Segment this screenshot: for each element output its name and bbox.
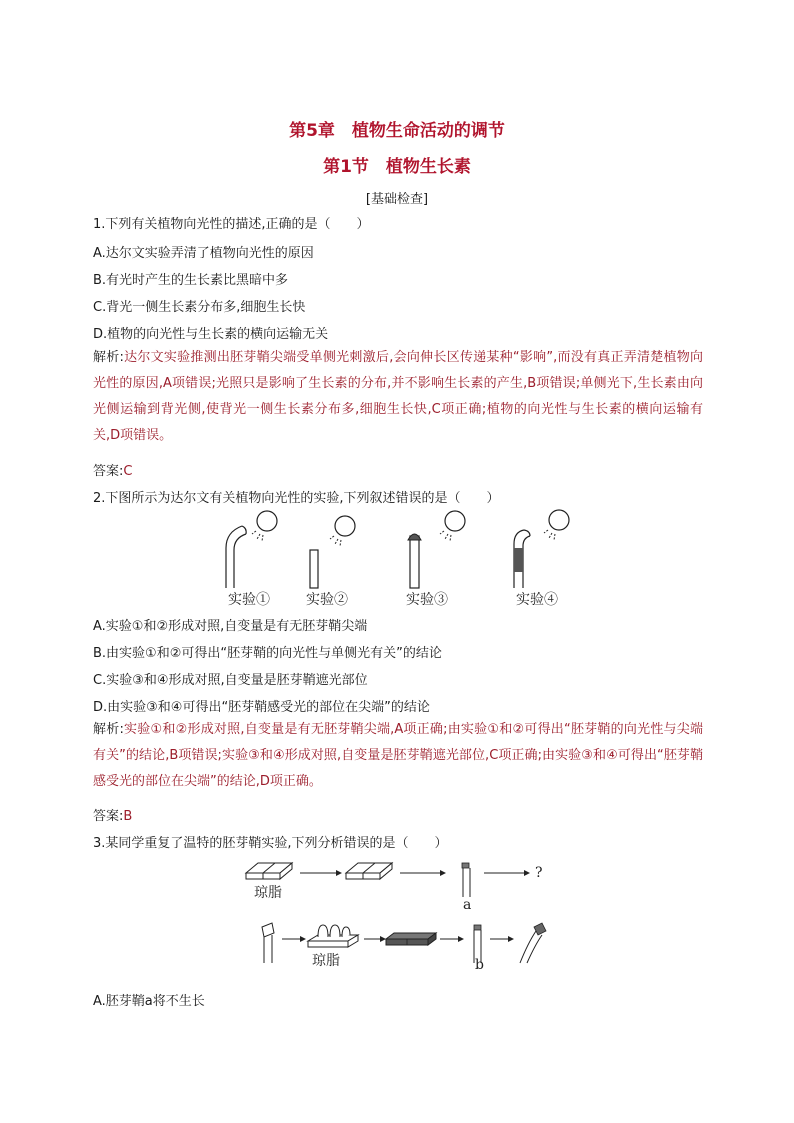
q3-treated-agar — [386, 933, 436, 945]
q3-agar-label-2: 琼脂 — [312, 953, 340, 969]
q2-option-a: A.实验①和②形成对照,自变量是有无胚芽鞘尖端 — [93, 619, 368, 634]
q3-agar-block-2 — [346, 863, 392, 879]
q2-option-d: D.由实验③和④可得出“胚芽鞘感受光的部位在尖端”的结论 — [93, 700, 430, 715]
q1-stem: 1.下列有关植物向光性的描述,正确的是（ ） — [93, 217, 370, 232]
q2-analysis — [93, 717, 703, 795]
q2-exp4-diagram — [514, 510, 569, 588]
q1-answer-label: 答案: — [93, 464, 124, 479]
q1-option-a: A.达尔文实验弄清了植物向光性的原因 — [93, 246, 314, 261]
q3-label-b: b — [475, 957, 484, 973]
q2-figure-label-1: 实验① — [228, 592, 270, 608]
q2-exp2-light-icon — [335, 516, 355, 536]
q3-coleoptile-tip — [262, 923, 274, 963]
q3-tips-on-agar — [308, 925, 358, 947]
q2-stem: 2.下图所示为达尔文有关植物向光性的实验,下列叙述错误的是（ ） — [93, 491, 500, 506]
q3-label-a: a — [463, 897, 472, 913]
q1-analysis-label: 解析: — [93, 350, 124, 365]
q2-answer — [93, 805, 132, 824]
q1-analysis-text: 达尔文实验推测出胚芽鞘尖端受单侧光刺激后,会向伸长区传递某种“影响”,而没有真正弄清楚植物向光性的原因,A项错误;光照只是影响了生长素的分布,并不影响生长素的产生,B项错误;单侧光下,生长素由向光侧运输到背光侧,使背光一侧生长素分布多,细胞生长快,C项正确;植物的向光性与生长素的横向运输有关,D项错误。 — [93, 350, 703, 443]
q3-stem: 3.某同学重复了温特的胚芽鞘实验,下列分析错误的是（ ） — [93, 836, 448, 851]
q2-exp1-diagram — [226, 511, 277, 588]
q3-question-mark: ? — [535, 865, 543, 881]
q2-answer-label: 答案: — [93, 809, 124, 824]
q2-exp1-light-icon — [257, 511, 277, 531]
q2-figure-label-4: 实验④ — [516, 592, 558, 608]
q3-coleoptile-a — [462, 863, 470, 897]
q1-answer — [93, 460, 132, 479]
q2-exp3-light-icon — [445, 511, 465, 531]
q3-went-figure — [240, 855, 560, 975]
q2-exp4-light-icon — [549, 510, 569, 530]
section-title: 第1节 植物生长素 — [323, 157, 471, 177]
subsection-label: [基础检查] — [365, 192, 429, 207]
q3-agar-block-1 — [246, 863, 292, 879]
q3-bent-coleoptile — [520, 923, 546, 963]
q1-option-d: D.植物的向光性与生长素的横向运输无关 — [93, 327, 329, 342]
q2-option-b: B.由实验①和②可得出“胚芽鞘的向光性与单侧光有关”的结论 — [93, 646, 442, 661]
q2-analysis-text: 实验①和②形成对照,自变量是有无胚芽鞘尖端,A项正确;由实验①和②可得出“胚芽鞘的向光性与尖端有关”的结论,B项错误;实验③和④形成对照,自变量是胚芽鞘遮光部位,C项正确;由实验③和④可得出“胚芽鞘感受光的部位在尖端”的结论,D项正确。 — [93, 722, 703, 789]
q2-exp2-diagram — [310, 516, 355, 588]
q2-exp3-diagram — [408, 511, 465, 588]
q1-analysis — [93, 345, 703, 449]
q3-agar-label-1: 琼脂 — [254, 885, 282, 901]
q2-analysis-label: 解析: — [93, 722, 124, 737]
q2-option-c: C.实验③和④形成对照,自变量是胚芽鞘遮光部位 — [93, 673, 368, 688]
q1-option-b: B.有光时产生的生长素比黑暗中多 — [93, 273, 289, 288]
q2-figure-label-3: 实验③ — [406, 592, 448, 608]
chapter-title: 第5章 植物生命活动的调节 — [289, 121, 505, 141]
q1-option-c: C.背光一侧生长素分布多,细胞生长快 — [93, 300, 306, 315]
q3-option-a: A.胚芽鞘a将不生长 — [93, 994, 205, 1009]
q1-answer-value: C — [123, 464, 133, 479]
q2-answer-value: B — [123, 809, 133, 824]
q2-darwin-figure — [210, 508, 590, 610]
q2-figure-label-2: 实验② — [306, 592, 348, 608]
